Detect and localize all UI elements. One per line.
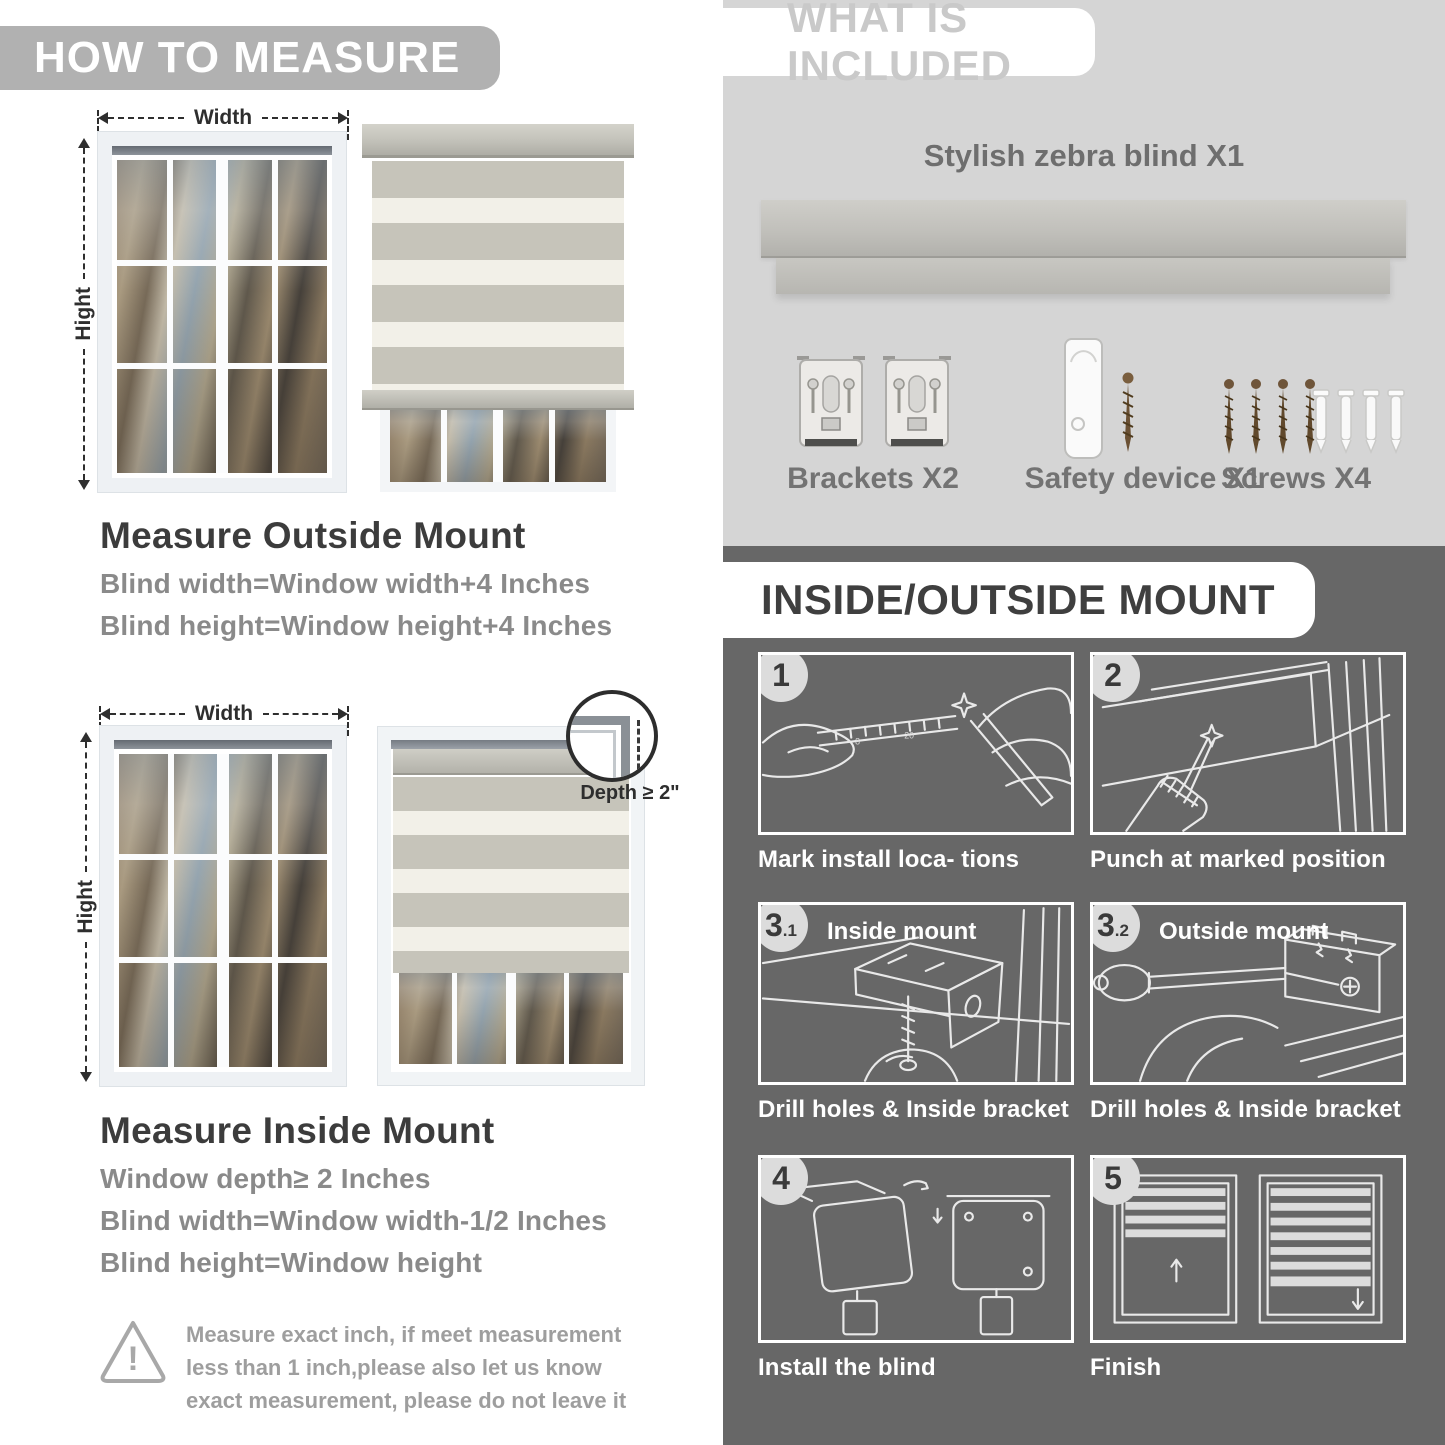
window-below-blind <box>380 410 616 492</box>
height-dimension-arrow-inside <box>74 732 98 1082</box>
step-4 <box>758 1155 1074 1382</box>
step-2 <box>1090 652 1406 874</box>
step-4-caption: Install the blind <box>758 1354 936 1381</box>
step-4-badge: 4 <box>758 1155 808 1205</box>
step-1-badge: 1 <box>758 652 808 702</box>
window-mullion <box>167 160 173 473</box>
width-dimension-arrow-outside <box>98 106 348 130</box>
step-5-caption: Finish <box>1090 1354 1162 1381</box>
dimension-tick <box>347 706 349 736</box>
height-dimension-arrow-outside <box>72 138 96 490</box>
arrow-up-icon <box>80 732 92 742</box>
window-mullion <box>506 973 516 1064</box>
step-3-1 <box>758 902 1074 1124</box>
width-dimension-arrow-inside <box>100 702 348 726</box>
width-label: Width <box>193 106 253 129</box>
dimension-tick <box>347 110 349 140</box>
window-mullion <box>217 754 229 1067</box>
step-3-2 <box>1090 902 1406 1124</box>
screw-icon <box>1119 372 1137 456</box>
zebra-blind-outside-illustration <box>362 124 634 492</box>
measurement-warning <box>98 1318 658 1417</box>
window-mullion <box>564 973 569 1064</box>
window-glass <box>119 754 327 1067</box>
step-2-panel <box>1090 652 1406 835</box>
arrow-up-icon <box>78 138 90 148</box>
window-illustration-inside <box>100 726 346 1086</box>
svg-text:20: 20 <box>904 730 915 741</box>
outside-mount-heading: Measure Outside Mount <box>100 515 526 556</box>
mount-title: INSIDE/OUTSIDE MOUNT <box>761 576 1276 623</box>
blind-bottomrail-image <box>776 258 1390 294</box>
mount-header <box>723 562 1315 638</box>
step-3-1-caption: Drill holes & Inside bracket <box>758 1096 1069 1123</box>
step-5-badge: 5 <box>1090 1155 1140 1205</box>
how-to-measure-title: HOW TO MEASURE <box>34 33 461 82</box>
step-3-2-panel <box>1090 902 1406 1085</box>
step-1-caption: Mark install loca- tions <box>758 846 1020 873</box>
window-mullion <box>452 973 457 1064</box>
window-top-track <box>112 146 332 155</box>
step-3-2-caption: Drill holes & Inside bracket <box>1090 1096 1401 1123</box>
safety-device-label: Safety device X1 <box>1024 462 1262 495</box>
height-label: Hight <box>74 880 97 934</box>
step-3-1-badge: 3 .1 <box>758 902 808 952</box>
blind-headrail <box>362 124 634 158</box>
window-mullion <box>117 363 327 369</box>
inside-mount-line2: Blind width=Window width-1/2 Inches <box>100 1205 607 1236</box>
svg-text:8: 8 <box>855 736 861 747</box>
arrow-down-icon <box>80 1072 92 1082</box>
step-1-panel <box>758 652 1074 835</box>
blind-headrail-image <box>761 200 1406 258</box>
window-mullion <box>272 754 278 1067</box>
inside-mount-line1: Window depth≥ 2 Inches <box>100 1163 431 1194</box>
safety-device-icon <box>1061 336 1107 466</box>
finish-illustration <box>1093 1158 1403 1340</box>
window-top-track <box>114 740 332 749</box>
window-glass <box>399 973 623 1064</box>
mount-instructions-panel <box>723 546 1445 1445</box>
window-mullion <box>117 260 327 266</box>
step-1 <box>758 652 1074 874</box>
step-3-1-title: Inside mount <box>827 918 977 945</box>
outside-mount-line1: Blind width=Window width+4 Inches <box>100 568 591 599</box>
depth-requirement-label: Depth ≥ 2" <box>580 782 680 804</box>
window-mullion <box>493 410 503 482</box>
window-illustration-outside <box>98 132 346 492</box>
what-is-included-header <box>723 0 1095 89</box>
step-5 <box>1090 1155 1406 1382</box>
how-to-measure-header <box>0 26 500 90</box>
warning-triangle-icon <box>98 1318 168 1386</box>
arrow-left-icon <box>100 708 110 720</box>
what-is-included-title: WHAT IS INCLUDED <box>787 0 1012 89</box>
brackets-label: Brackets X2 <box>787 462 959 495</box>
outside-mount-line2: Blind height=Window height+4 Inches <box>100 610 613 641</box>
inside-mount-line3: Blind height=Window height <box>100 1247 483 1278</box>
warning-exclamation: ! <box>127 1340 139 1378</box>
window-mullion <box>441 410 447 482</box>
drill-illustration <box>1093 655 1403 832</box>
depth-magnifier-icon <box>566 690 658 782</box>
what-is-included-panel <box>723 0 1445 546</box>
window-mullion <box>216 160 228 473</box>
window-mullion <box>549 410 555 482</box>
install-blind-illustration <box>761 1158 1071 1340</box>
blind-fabric-stripes <box>393 777 629 973</box>
window-mullion <box>119 854 327 860</box>
inside-mount-heading: Measure Inside Mount <box>100 1110 495 1151</box>
warning-text: Measure exact inch, if meet measurement less than 1 inch,please also let us know exact measurement, please do not leave it <box>186 1322 627 1413</box>
bracket-icon <box>795 352 867 456</box>
arrow-left-icon <box>98 112 108 124</box>
wall-anchors-icon <box>1311 388 1407 458</box>
screws-label: Screws X4 <box>1220 462 1372 495</box>
step-2-badge: 2 <box>1090 652 1140 702</box>
blind-fabric-stripes <box>372 161 624 390</box>
window-glass <box>117 160 327 473</box>
step-2-caption: Punch at marked position <box>1090 846 1386 873</box>
window-mullion <box>168 754 174 1067</box>
blind-bottom-rail <box>362 390 634 410</box>
step-3-2-title: Outside mount <box>1159 918 1329 945</box>
product-label: Stylish zebra blind X1 <box>923 138 1245 173</box>
step-3-2-badge: 3 .2 <box>1090 902 1140 952</box>
step-3-1-panel <box>758 902 1074 1085</box>
width-label: Width <box>194 702 254 725</box>
measure-mark-illustration <box>761 655 1071 832</box>
window-mullion <box>272 160 278 473</box>
step-4-panel <box>758 1155 1074 1343</box>
step-5-panel <box>1090 1155 1406 1343</box>
arrow-down-icon <box>78 480 90 490</box>
window-mullion <box>119 957 327 963</box>
height-label: Hight <box>72 287 95 341</box>
bracket-icon <box>881 352 953 456</box>
